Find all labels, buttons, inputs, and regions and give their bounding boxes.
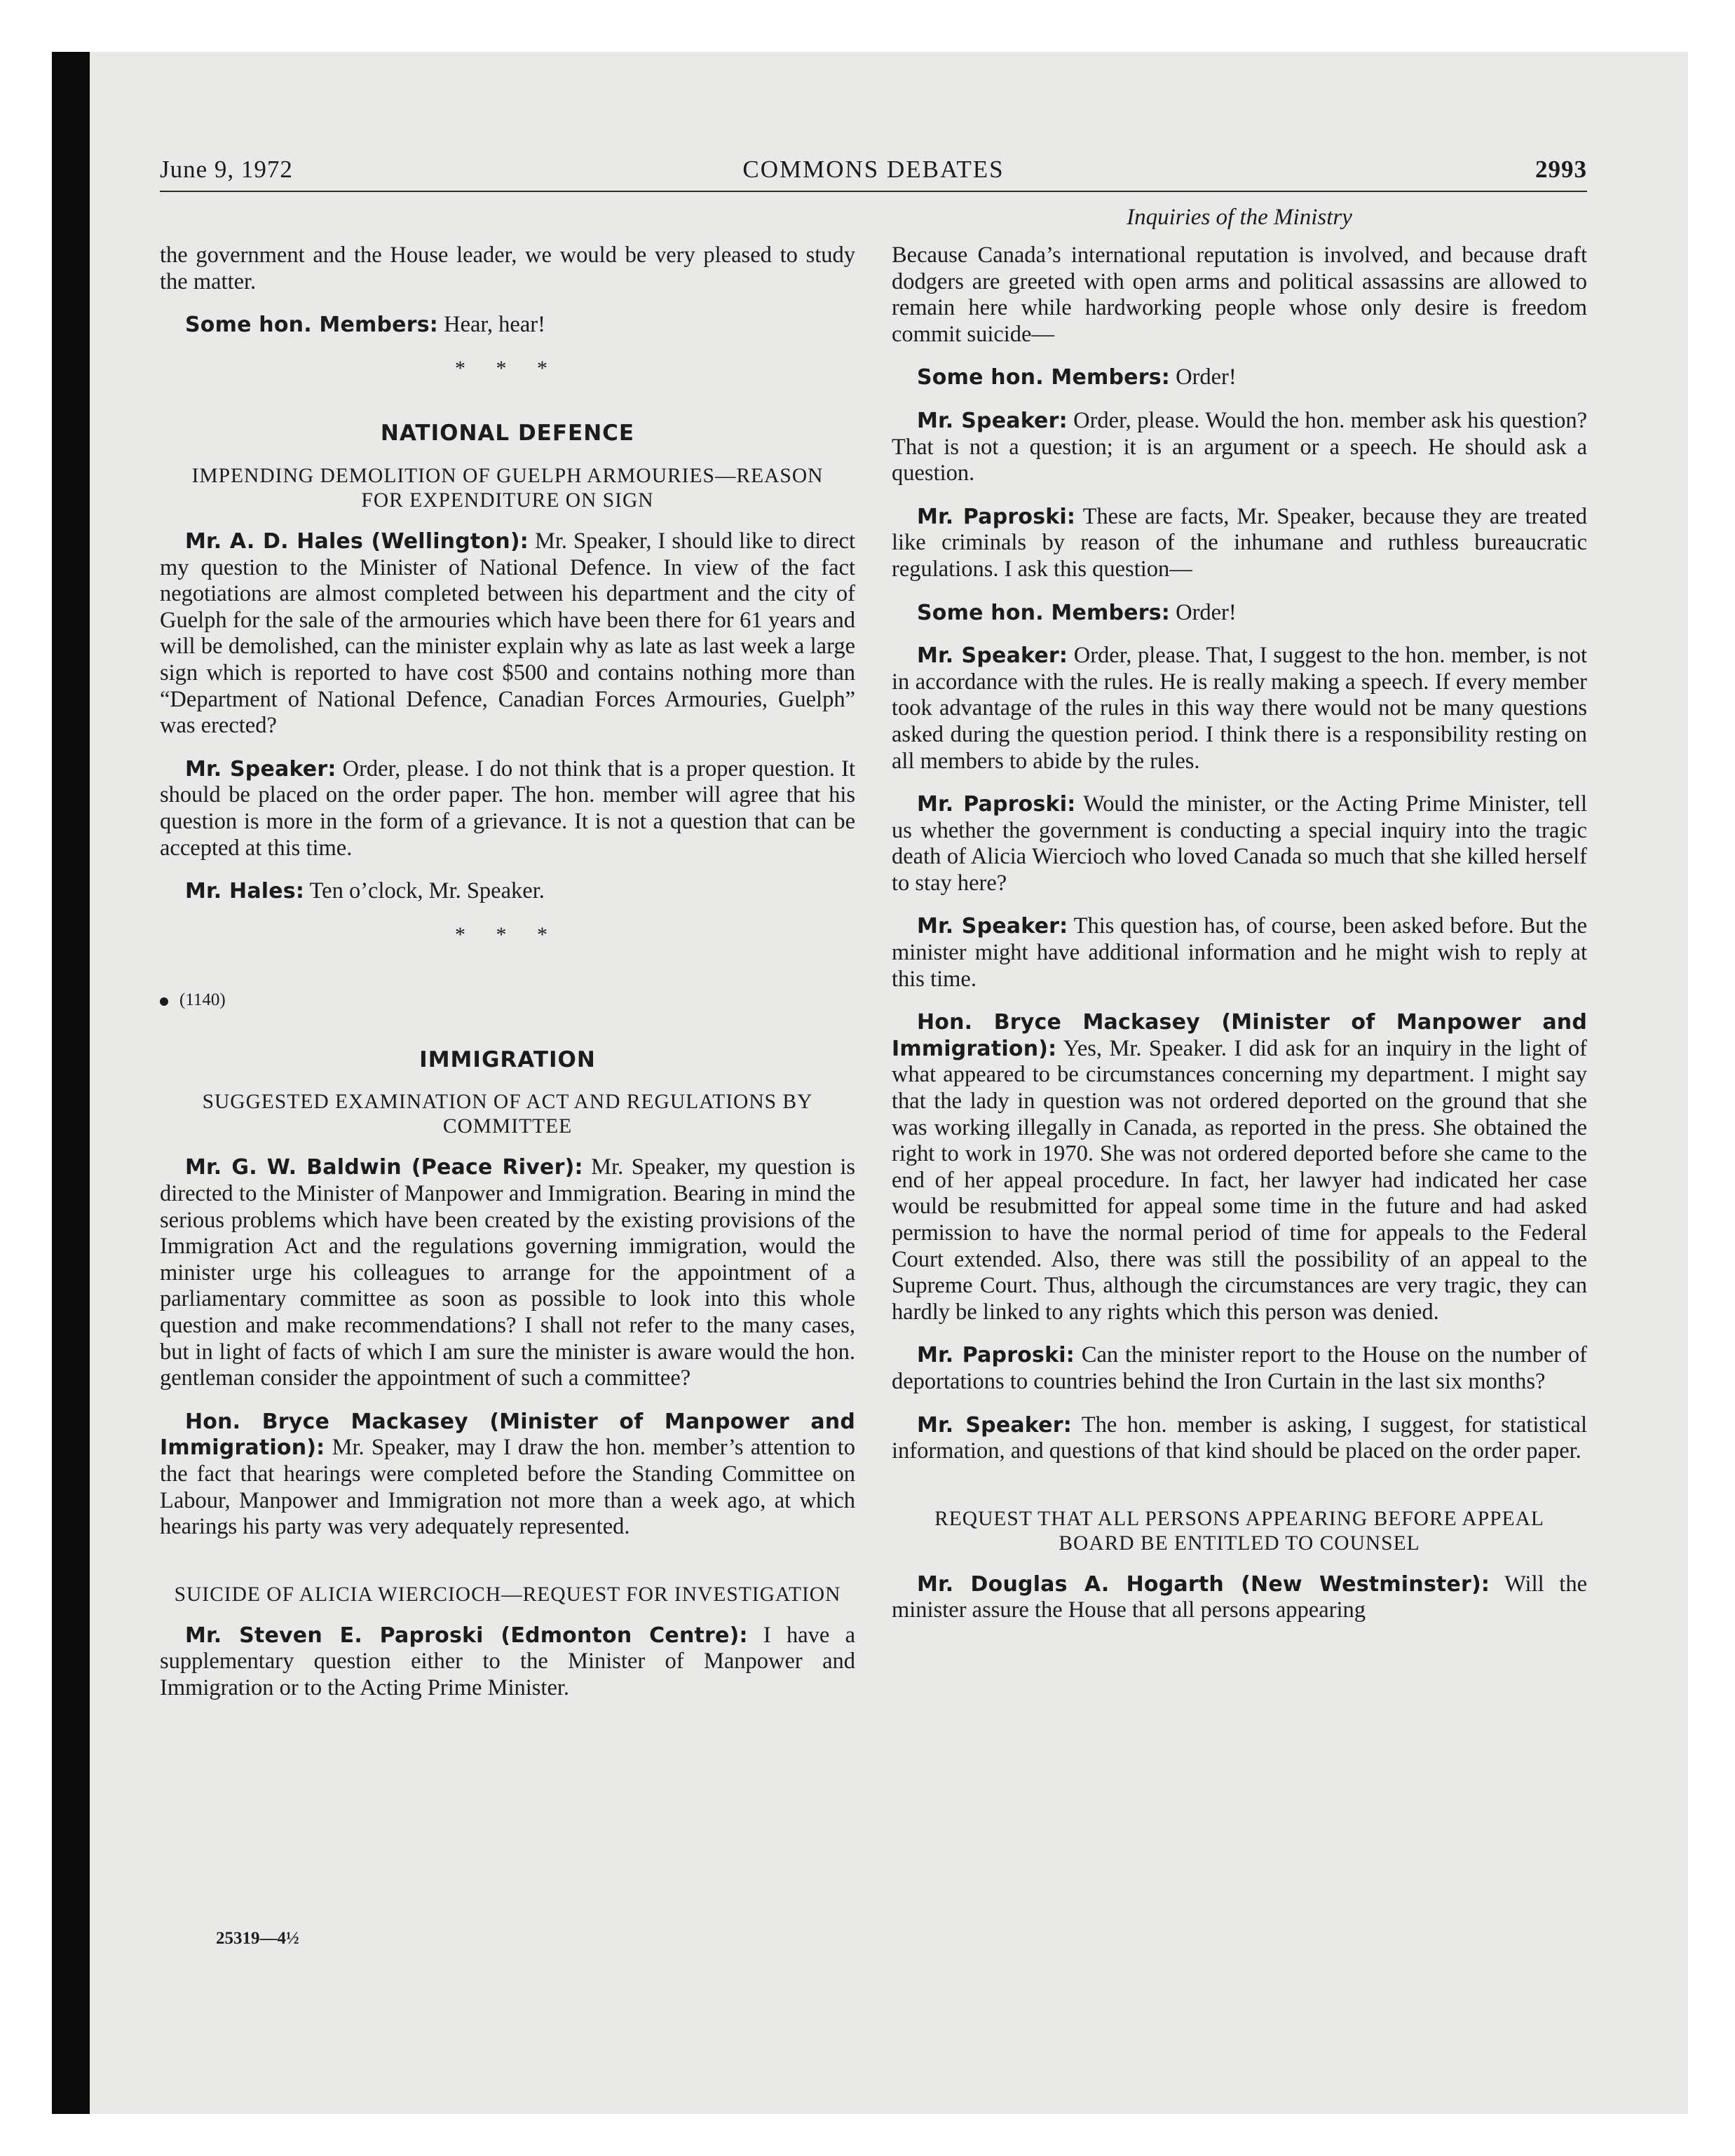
speech-text: I have a supplementary question either to the Minister of Manpower and Immigration or to the Acting Prime Minister.	[160, 1622, 855, 1700]
speaker-name: Mr. Speaker:	[917, 1412, 1072, 1438]
speech-text: Order, please. Would the hon. member ask his question? That is not a question; it is an argument or a speech. He should ask a question.	[892, 407, 1587, 486]
paragraph	[892, 364, 1587, 391]
section-separator: * * *	[455, 922, 560, 946]
speech-text: Order, please. That, I suggest to the hon. member, is not in accordance with the rules. He is really making a speech. If every member took advantage of the rules in this way there would not be many questions asked during the question period. I think there is a responsibility resting on all members to abide by the rules.	[892, 643, 1588, 774]
speaker-name: Hon. Bryce Mackasey (Minister of Manpower and Immigration):	[892, 1010, 1587, 1061]
speech-text: Will the minister assure the House that all persons appearing	[892, 1571, 1587, 1623]
speech-text: Yes, Mr. Speaker. I did ask for an inquiry in the light of what appeared to be circumstances concerning my department. I might say that the lady in question was not ordered deported on the ground that she was working illegally in Canada, as reported in the press. She obtained the right to work in 1970. She was not ordered deported before she came to the end of her appeal procedure. In fact, her lawyer had indicated her case would be resubmitted for appeal some time in the future and had asked permission to have the normal period of time for appeals to the Federal Court extended. Also, there was still the possibility of an appeal to the Supreme Court. Thus, although the circumstances are very tragic, they can hardly be linked to any rights which this person was denied.	[892, 1035, 1587, 1325]
speaker-name: Mr. Speaker:	[917, 408, 1068, 433]
section-subtitle: SUGGESTED EXAMINATION OF ACT AND REGULATIONS BY COMMITTEE	[202, 1091, 813, 1138]
speech-text: This question has, of course, been asked before. But the minister might have additional information and he might wish to reply at this time.	[892, 913, 1587, 992]
speech-text: Mr. Speaker, my question is directed to the Minister of Manpower and Immigration. Bearing in mind the serious problems which have been created by the existing provisions of the Immigration Act and the regulations governing immigration, would the minister urge his colleagues to arrange for the appointment of a parliamentary committee as soon as possible to look into this whole question and make recommendations? I shall not refer to the many cases, but in light of facts of which I am sure the minister is aware would the hon. gentleman consider the appointment of such a committee?	[160, 1154, 855, 1391]
paragraph	[160, 1623, 855, 1702]
paragraph	[160, 528, 855, 739]
header-date: June 9, 1972	[160, 156, 293, 183]
paragraph	[892, 408, 1587, 487]
running-head: Inquiries of the Ministry	[1127, 205, 1352, 230]
section-subtitle: REQUEST THAT ALL PERSONS APPEARING BEFORE APPEAL BOARD BE ENTITLED TO COUNSEL	[934, 1507, 1544, 1555]
speaker-name: Some hon. Members:	[917, 365, 1170, 390]
speaker-name: Mr. Hales:	[185, 879, 305, 904]
paragraph	[892, 504, 1587, 583]
speaker-name: Mr. Speaker:	[917, 643, 1068, 669]
section-subtitle: IMPENDING DEMOLITION OF GUELPH ARMOURIES—REASON FOR EXPENDITURE ON SIGN	[191, 464, 824, 512]
paragraph	[892, 1342, 1587, 1395]
speaker-name: Mr. Steven E. Paproski (Edmonton Centre):	[185, 1623, 748, 1648]
section-title: NATIONAL DEFENCE	[380, 421, 635, 446]
paragraph	[160, 1409, 855, 1541]
section-title: IMMIGRATION	[419, 1046, 596, 1072]
speech-text: Mr. Speaker, I should like to direct my question to the Minister of National Defence. In view of the fact negotiations are almost completed between his department and the city of Guelph for the sale of the armouries which have been there for 61 years and will be demolished, can the minister explain why as late as last week a large sign which is reported to have cost $500 and contains nothing more than “Department of National Defence, Canadian Forces Armouries, Guelph” was erected?	[160, 528, 855, 739]
paragraph	[892, 1412, 1587, 1465]
paragraph	[160, 312, 855, 339]
header-title: COMMONS DEBATES	[742, 156, 1005, 183]
speaker-name: Mr. Paproski:	[917, 1343, 1075, 1368]
left-column	[160, 243, 855, 1719]
speech-text: These are facts, Mr. Speaker, because they are treated like criminals by reason of the inhumane and ruthless bureaucratic regulations. I ask this question—	[892, 503, 1587, 582]
speaker-name: Mr. G. W. Baldwin (Peace River):	[185, 1155, 583, 1180]
speaker-name: Mr. Paproski:	[917, 504, 1076, 529]
speech-text: Hear, hear!	[437, 312, 545, 338]
page-header	[160, 156, 1587, 192]
speech-text: Can the minister report to the House on the number of deportations to countries behind the Iron Curtain in the last six months?	[892, 1342, 1587, 1394]
paragraph	[892, 913, 1587, 992]
section-separator: * * *	[455, 356, 560, 380]
paragraph	[892, 643, 1587, 775]
speaker-name: Some hon. Members:	[917, 600, 1170, 625]
printer-signature-mark: 25319—4½	[216, 1929, 299, 1948]
paragraph: the government and the House leader, we would be very pleased to study the matter.	[160, 243, 855, 294]
time-marker	[160, 987, 855, 1014]
speech-text: Would the minister, or the Acting Prime Minister, tell us whether the government is conducting a special inquiry into the tragic death of Alicia Wiercioch who loved Canada so much that she killed herself to stay here?	[892, 791, 1587, 896]
section-subtitle: SUICIDE OF ALICIA WIERCIOCH—REQUEST FOR INVESTIGATION	[174, 1583, 841, 1606]
paragraph	[892, 600, 1587, 627]
page-number: 2993	[1535, 156, 1587, 183]
paragraph	[892, 1009, 1587, 1325]
speech-text: The hon. member is asking, I suggest, for statistical information, and questions of that kind should be placed on the order paper.	[892, 1412, 1587, 1464]
right-column	[892, 243, 1587, 1641]
speaker-name: Mr. Speaker:	[917, 914, 1068, 939]
speaker-name: Mr. Paproski:	[917, 792, 1076, 817]
binding-edge	[52, 52, 90, 2114]
paragraph	[160, 756, 855, 861]
speech-text: Order!	[1169, 364, 1237, 390]
time-marker-text: (1140)	[179, 990, 226, 1010]
speaker-name: Mr. A. D. Hales (Wellington):	[185, 528, 529, 554]
paragraph	[892, 1571, 1587, 1624]
speaker-name: Hon. Bryce Mackasey (Minister of Manpower and Immigration):	[160, 1409, 855, 1461]
speaker-name: Some hon. Members:	[185, 313, 438, 338]
paragraph	[892, 791, 1587, 896]
speech-text: Order, please. I do not think that is a proper question. It should be placed on the order paper. The hon. member will agree that his question is more in the form of a grievance. It is not a question that can be accepted at this time.	[160, 756, 855, 861]
speech-text: Mr. Speaker, may I draw the hon. member’s attention to the fact that hearings were completed before the Standing Committee on Labour, Manpower and Immigration not more than a week ago, at which hearings his party was very adequately represented.	[160, 1435, 855, 1540]
speaker-name: Mr. Speaker:	[185, 756, 336, 782]
speech-text: Order!	[1169, 599, 1237, 625]
paragraph	[160, 1154, 855, 1391]
paragraph: Because Canada’s international reputation is involved, and because draft dodgers are greeted with open arms and political assassins are allowed to remain here while hardworking people whose only desire is freedom commit suicide—	[892, 243, 1587, 347]
speaker-name: Mr. Douglas A. Hogarth (New Westminster):	[917, 1571, 1490, 1597]
paragraph	[160, 878, 855, 905]
speech-text: Ten o’clock, Mr. Speaker.	[304, 878, 545, 904]
bullet-icon	[160, 997, 168, 1006]
